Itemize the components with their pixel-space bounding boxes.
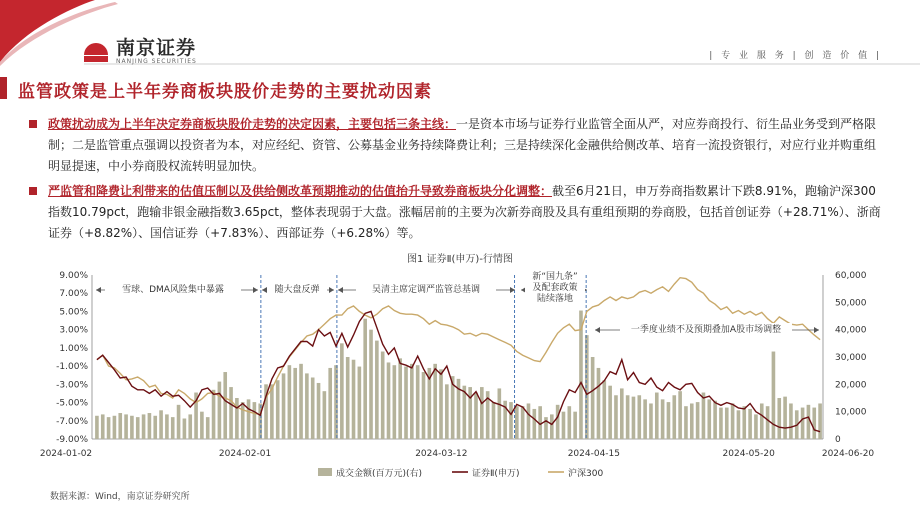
volume-bar bbox=[807, 405, 811, 439]
volume-bar bbox=[177, 405, 181, 439]
volume-bar bbox=[655, 393, 659, 439]
volume-bar bbox=[772, 352, 776, 439]
volume-bar bbox=[340, 343, 344, 439]
y-right-tick-label: 20,000 bbox=[835, 380, 867, 391]
volume-bar bbox=[632, 397, 636, 439]
volume-bar bbox=[159, 410, 163, 439]
y-left-tick-label: 7.00% bbox=[59, 289, 88, 300]
volume-bar bbox=[661, 399, 665, 439]
volume-bar bbox=[171, 417, 175, 439]
volume-bar bbox=[684, 406, 688, 439]
volume-bar bbox=[276, 380, 280, 439]
page-title: 监管政策是上半年券商板块股价走势的主要扰动因素 bbox=[18, 82, 432, 102]
volume-bar bbox=[533, 409, 537, 439]
volume-bar bbox=[247, 399, 251, 439]
volume-bar bbox=[288, 365, 292, 439]
nsc-logo-icon bbox=[82, 41, 110, 63]
volume-bar bbox=[678, 391, 682, 439]
x-tick-label: 2024-06-20 bbox=[821, 449, 875, 459]
volume-bar bbox=[766, 406, 770, 439]
period-arrow-5-head-left bbox=[595, 327, 600, 333]
volume-bar bbox=[148, 413, 152, 439]
volume-bar bbox=[305, 373, 309, 439]
y-left-tick-label: 9.00% bbox=[59, 271, 88, 281]
volume-bar bbox=[323, 391, 327, 439]
y-left-tick-label: 1.00% bbox=[59, 343, 88, 354]
y-right-tick-label: 60,000 bbox=[835, 271, 867, 281]
volume-bar bbox=[492, 402, 496, 439]
volume-bar bbox=[568, 406, 572, 439]
x-tick-label: 2024-01-02 bbox=[39, 449, 93, 459]
brand-slogan: | 专 业 服 务 | 创 造 价 值 | bbox=[709, 51, 882, 61]
volume-bar bbox=[212, 390, 216, 439]
volume-bar bbox=[393, 365, 397, 439]
volume-bar bbox=[387, 362, 391, 439]
bullet-square-icon bbox=[29, 187, 37, 195]
volume-bar bbox=[556, 405, 560, 439]
y-left-tick-label: 3.00% bbox=[59, 325, 88, 336]
volume-bar bbox=[130, 416, 134, 439]
volume-bar bbox=[591, 357, 595, 439]
period-arrow-3-head-left bbox=[338, 287, 343, 293]
volume-bar bbox=[696, 402, 700, 439]
volume-bar bbox=[742, 406, 746, 439]
volume-bar bbox=[573, 412, 577, 439]
market-chart bbox=[0, 262, 920, 492]
brand-name-en: NANJING SECURITIES bbox=[116, 58, 197, 65]
volume-bar bbox=[299, 364, 303, 439]
volume-bar bbox=[748, 409, 752, 439]
y-right-tick-label: 40,000 bbox=[835, 325, 867, 336]
brand-name: 南京证券 bbox=[116, 37, 197, 59]
brand-logo bbox=[82, 38, 197, 65]
volume-bar bbox=[760, 403, 764, 439]
y-left-tick-label: -7.00% bbox=[56, 416, 88, 427]
volume-bar bbox=[101, 414, 105, 439]
bullet-2-highlight: 严监管和降费让利带来的估值压制以及供给侧改革预期推动的估值抬升导致券商板块分化调整： bbox=[48, 184, 553, 198]
volume-bar bbox=[352, 360, 356, 439]
y-right-tick-label: 0 bbox=[835, 435, 841, 445]
volume-bar bbox=[649, 403, 653, 439]
period-arrow-2-head-left bbox=[262, 287, 267, 293]
legend-volume-swatch bbox=[318, 468, 332, 476]
volume-bar bbox=[153, 416, 157, 439]
volume-bar bbox=[608, 386, 612, 439]
bullet-square-icon bbox=[29, 120, 37, 128]
volume-bar bbox=[789, 403, 793, 439]
volume-bar bbox=[95, 416, 99, 439]
annotation-label-5: 一季度业绩不及预期叠加A股市场调整 bbox=[630, 325, 782, 335]
volume-bar bbox=[241, 402, 245, 439]
annotation-label-2: 随大盘反弹 bbox=[274, 285, 320, 295]
bullet-1-text: 一是资本市场与证券行业监管全面从严，对应券商投行、衍生品业务受到严格限制；二是监管重点强调以投资者为本，对应经纪、资管、公募基金业务持续降费让利；三是持续深化金融供给侧改革、培育一流投资银行，对应行业并购重组明显提速，中小券商股权流转明显加快。 bbox=[48, 117, 877, 173]
volume-bar bbox=[521, 406, 525, 439]
volume-bar bbox=[707, 399, 711, 439]
volume-bar bbox=[229, 387, 233, 439]
volume-bar bbox=[293, 368, 297, 439]
bullet-2 bbox=[48, 181, 883, 244]
volume-bar bbox=[270, 384, 274, 439]
bullet-2-text: 截至6月21日，申万券商指数累计下跌8.91%，跑输沪深300指数10.79pct，跑输非银金融指数3.65pct，整体表现弱于大盘。涨幅居前的主要为次新券商股及具有重组预期的券商股，包括首创证券（+28.71%）、浙商证券（+8.82%）、国信证券（+7.83%）、西部证券（+6.28%）等。 bbox=[48, 184, 881, 240]
volume-bar bbox=[667, 402, 671, 439]
title-accent-bar bbox=[0, 77, 7, 99]
volume-bar bbox=[369, 330, 373, 439]
volume-bar bbox=[737, 410, 741, 439]
bullet-1-highlight: 政策扰动成为上半年决定券商板块股价走势的决定因素，主要包括三条主线： bbox=[48, 117, 457, 131]
volume-bar bbox=[690, 403, 694, 439]
volume-bar bbox=[801, 408, 805, 439]
period-arrow-5-head-right bbox=[814, 327, 819, 333]
volume-bar bbox=[725, 408, 729, 439]
volume-bar bbox=[328, 368, 332, 439]
volume-bar bbox=[597, 368, 601, 439]
volume-bar bbox=[550, 414, 554, 439]
volume-bar bbox=[439, 369, 443, 439]
volume-bar bbox=[311, 378, 315, 440]
volume-bar bbox=[200, 412, 204, 439]
volume-bar bbox=[433, 364, 437, 439]
volume-bar bbox=[282, 373, 286, 439]
legend-securities-label: 证券Ⅱ(申万) bbox=[472, 469, 520, 479]
y-right-tick-label: 50,000 bbox=[835, 298, 867, 309]
volume-bar bbox=[410, 364, 414, 439]
volume-bar bbox=[188, 414, 192, 439]
volume-bar bbox=[480, 387, 484, 439]
x-tick-label: 2024-04-15 bbox=[567, 449, 621, 459]
volume-bar bbox=[614, 395, 618, 439]
volume-bar bbox=[358, 367, 362, 439]
volume-bar bbox=[818, 403, 822, 439]
volume-bar bbox=[416, 365, 420, 439]
volume-bar bbox=[672, 395, 676, 439]
volume-bar bbox=[107, 417, 111, 439]
volume-bar bbox=[498, 388, 502, 439]
volume-bar bbox=[218, 382, 222, 439]
legend-csi300-label: 沪深300 bbox=[568, 469, 604, 479]
x-tick-label: 2024-05-20 bbox=[722, 449, 775, 459]
annotation-label-4: 新“国九条” bbox=[532, 272, 578, 282]
volume-bar bbox=[235, 398, 239, 439]
volume-bar bbox=[183, 419, 187, 440]
volume-bar bbox=[445, 384, 449, 439]
volume-bar bbox=[474, 393, 478, 439]
volume-bar bbox=[398, 358, 402, 439]
volume-bar bbox=[602, 380, 606, 439]
volume-bar bbox=[136, 417, 140, 439]
x-tick-label: 2024-03-12 bbox=[415, 449, 468, 459]
volume-bar bbox=[585, 335, 589, 439]
y-left-tick-label: -3.00% bbox=[56, 380, 88, 391]
volume-bar bbox=[637, 395, 641, 439]
volume-bar bbox=[702, 393, 706, 439]
volume-bar bbox=[404, 367, 408, 439]
volume-bar bbox=[468, 387, 472, 439]
y-left-tick-label: -5.00% bbox=[56, 398, 88, 409]
bullet-1 bbox=[48, 114, 883, 177]
y-right-tick-label: 30,000 bbox=[835, 353, 867, 363]
y-right-tick-label: 10,000 bbox=[835, 407, 867, 418]
legend-volume-label: 成交金额(百万元)(右) bbox=[336, 469, 423, 479]
volume-bar bbox=[527, 403, 531, 439]
volume-bar bbox=[124, 414, 128, 439]
volume-bar bbox=[381, 352, 385, 439]
volume-bar bbox=[643, 399, 647, 439]
volume-bar bbox=[812, 408, 816, 439]
volume-bar bbox=[206, 417, 210, 439]
volume-bar bbox=[317, 383, 321, 439]
figure-title: 图1 证券Ⅱ(申万)-行情图 bbox=[407, 254, 513, 265]
volume-bar bbox=[626, 395, 630, 439]
volume-bar bbox=[713, 401, 717, 439]
period-arrow-1-head-left bbox=[96, 287, 101, 293]
data-source: 数据来源：Wind，南京证券研究所 bbox=[50, 492, 190, 502]
period-arrow-2-head-right bbox=[329, 287, 334, 293]
annotation-label-4: 及配套政策 bbox=[532, 283, 578, 293]
volume-bar bbox=[113, 416, 117, 439]
volume-bar bbox=[620, 388, 624, 439]
volume-bar bbox=[509, 402, 513, 439]
volume-bar bbox=[731, 403, 735, 439]
volume-bar bbox=[142, 414, 146, 439]
volume-bar bbox=[777, 398, 781, 439]
x-tick-label: 2024-02-01 bbox=[218, 449, 272, 459]
volume-bar bbox=[515, 406, 519, 439]
annotation-label-4: 陆续落地 bbox=[536, 294, 574, 304]
volume-bar bbox=[754, 414, 758, 439]
period-arrow-1-head-right bbox=[253, 287, 258, 293]
volume-bar bbox=[223, 372, 227, 439]
volume-bar bbox=[375, 341, 379, 439]
annotation-label-1: 雪球、DMA风险集中暴露 bbox=[122, 285, 224, 295]
volume-bar bbox=[422, 372, 426, 439]
volume-bar bbox=[165, 414, 169, 439]
y-left-tick-label: -9.00% bbox=[56, 435, 88, 445]
volume-bar bbox=[346, 357, 350, 439]
y-left-tick-label: -1.00% bbox=[56, 362, 88, 373]
volume-bar bbox=[719, 408, 723, 439]
volume-bar bbox=[562, 412, 566, 439]
annotation-label-3: 吴清主席定调严监管总基调 bbox=[371, 285, 481, 295]
volume-bar bbox=[363, 319, 367, 439]
volume-bar bbox=[118, 413, 122, 439]
volume-bar bbox=[253, 402, 257, 439]
volume-bar bbox=[783, 397, 787, 439]
y-left-tick-label: 5.00% bbox=[59, 307, 88, 318]
